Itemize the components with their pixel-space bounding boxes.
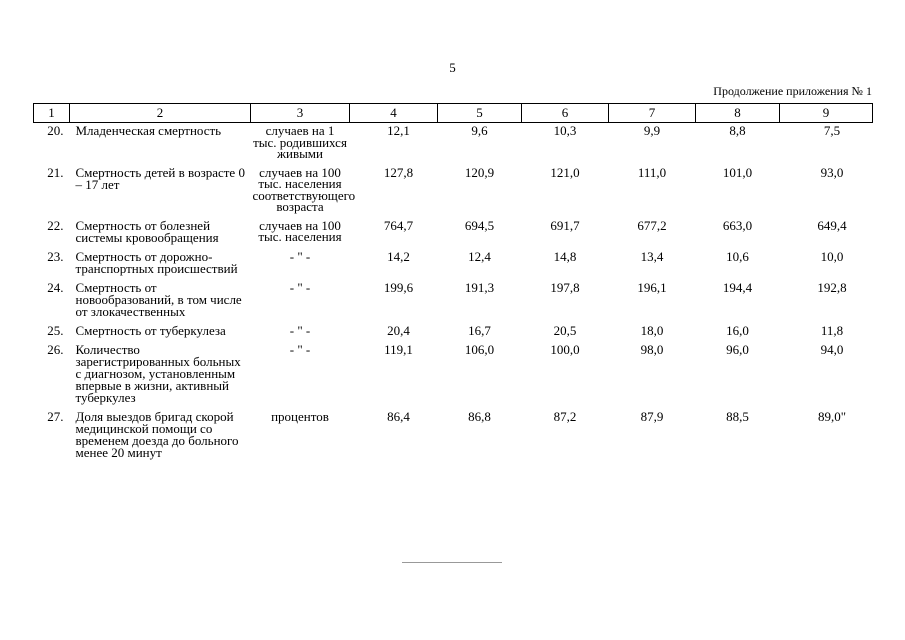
unit-cell: - " - (289, 279, 311, 295)
header-cell: 7 (609, 104, 696, 123)
page-number: 5 (449, 60, 456, 75)
value-cell: 8,8 (729, 123, 746, 138)
value-cell: 96,0 (726, 341, 749, 357)
table-row (34, 280, 873, 323)
header-cell: 5 (438, 104, 522, 123)
header-cell: 8 (696, 104, 780, 123)
value-cell: 100,0 (550, 341, 580, 357)
unit-cell: процентов (271, 408, 329, 424)
row-number: 21. (47, 164, 64, 180)
value-cell: 120,9 (464, 164, 495, 180)
indicator-name: Количество зарегистрированных больных с диагнозом, установленным впервые в жизни, активный туберкулез (75, 341, 241, 405)
row-number: 27. (47, 408, 64, 424)
header-cell: 1 (34, 104, 70, 123)
value-cell: 111,0 (637, 164, 667, 180)
value-cell: 87,2 (553, 408, 577, 424)
row-number: 20. (47, 123, 64, 138)
value-cell: 86,8 (468, 408, 491, 424)
value-cell: 98,0 (640, 341, 664, 357)
value-cell: 12,1 (387, 123, 410, 138)
value-cell: 199,6 (383, 279, 414, 295)
table-row (34, 123, 873, 165)
value-cell: 764,7 (383, 217, 414, 233)
value-cell: 127,8 (383, 164, 414, 180)
header-cell: 2 (70, 104, 251, 123)
value-cell: 88,5 (726, 408, 749, 424)
value-cell: 121,0 (550, 164, 580, 180)
value-cell: 14,8 (553, 248, 577, 264)
header-cell: 9 (780, 104, 873, 123)
value-cell: 10,6 (726, 248, 749, 264)
value-cell: 93,0 (820, 164, 844, 180)
value-cell: 677,2 (637, 217, 667, 233)
value-cell: 12,4 (468, 248, 491, 264)
indicator-name: Смертность от дорожно-транспортных происшествий (75, 248, 238, 276)
value-cell: 10,0 (820, 248, 844, 264)
unit-cell: - " - (289, 341, 311, 357)
row-number: 23. (47, 248, 64, 264)
value-cell: 94,0 (820, 341, 844, 357)
footnote-divider (402, 562, 502, 563)
value-cell: 119,1 (384, 341, 413, 357)
value-cell: 649,4 (817, 217, 847, 233)
indicator-name: Младенческая смертность (75, 123, 222, 138)
value-cell: 197,8 (550, 279, 580, 295)
header-cell: 6 (522, 104, 609, 123)
unit-cell: случаев на 100 тыс. населения соответствующего возраста (252, 164, 356, 214)
indicator-name: Смертность от болезней системы кровообращения (75, 217, 219, 245)
value-cell: 7,5 (823, 123, 841, 138)
continuation-label: Продолжение приложения № 1 (713, 84, 872, 98)
value-cell: 694,5 (464, 217, 495, 233)
value-cell: 16,0 (726, 322, 749, 338)
value-cell: 87,9 (640, 408, 664, 424)
value-cell: 9,6 (471, 123, 488, 138)
header-row (34, 104, 873, 123)
value-cell: 10,3 (553, 123, 577, 138)
row-number: 25. (47, 322, 64, 338)
header-cell: 4 (350, 104, 438, 123)
indicator-name: Смертность от новообразований, в том числе от злокачественных (75, 279, 242, 319)
value-cell: 18,0 (640, 322, 664, 338)
value-cell: 20,4 (387, 322, 410, 338)
table-row (34, 342, 873, 409)
row-number: 22. (47, 217, 64, 233)
unit-cell: случаев на 1 тыс. родившихся живыми (253, 123, 347, 161)
value-cell: 194,4 (722, 279, 753, 295)
value-cell: 691,7 (550, 217, 580, 233)
header-cell: 3 (251, 104, 350, 123)
table-row (34, 249, 873, 280)
row-number: 26. (47, 341, 64, 357)
table-row (34, 409, 873, 464)
value-cell: 106,0 (464, 341, 495, 357)
value-cell: 192,8 (817, 279, 847, 295)
indicator-name: Доля выездов бригад скорой медицинской помощи со временем доезда до больного менее 20 минут (75, 408, 239, 460)
unit-cell: - " - (289, 322, 311, 338)
value-cell: 196,1 (637, 279, 667, 295)
row-number: 24. (47, 279, 64, 295)
unit-cell: случаев на 100 тыс. населения (258, 217, 342, 244)
indicators-table (33, 103, 873, 464)
table-row (34, 165, 873, 218)
table-row (34, 218, 873, 249)
value-cell: 89,0" (817, 408, 847, 424)
indicator-name: Смертность детей в возрасте 0 – 17 лет (75, 164, 245, 192)
value-cell: 9,9 (643, 123, 661, 138)
value-cell: 11,8 (820, 322, 844, 338)
value-cell: 20,5 (553, 322, 577, 338)
table-row (34, 323, 873, 342)
indicator-name: Смертность от туберкулеза (75, 322, 226, 338)
value-cell: 101,0 (722, 164, 753, 180)
value-cell: 663,0 (722, 217, 753, 233)
value-cell: 16,7 (468, 322, 491, 338)
value-cell: 86,4 (387, 408, 410, 424)
value-cell: 191,3 (464, 279, 495, 295)
unit-cell: - " - (289, 248, 311, 264)
value-cell: 14,2 (387, 248, 410, 264)
value-cell: 13,4 (640, 248, 664, 264)
